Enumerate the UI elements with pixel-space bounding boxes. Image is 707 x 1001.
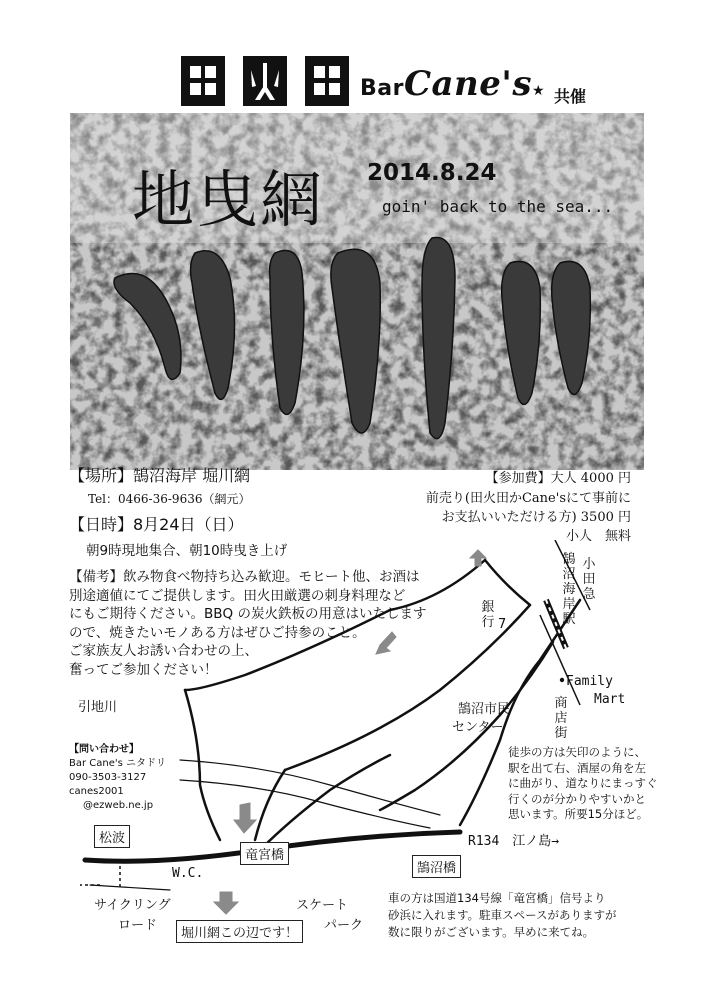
remarks-line: 【備考】飲み物食べ物持ち込み歓迎。モヒート他、お酒は <box>69 569 420 585</box>
datetime-label: 【日時】8月24日（日） <box>69 515 244 534</box>
fee-line4: 小人 無料 <box>565 529 631 544</box>
bar-prefix: Bar <box>360 76 404 101</box>
event-subtitle: goin' back to the sea... <box>382 197 614 216</box>
car-note-line: 車の方は国道134号線「竜宮橋」信号より <box>388 891 606 905</box>
walk-note-line: 駅を出て右、酒屋の角を左 <box>508 760 646 775</box>
label-civic-center-1: 鵠沼市民 <box>458 702 511 717</box>
contact-id: canes2001 <box>69 786 124 797</box>
remarks-line: 奮ってご参加ください！ <box>69 661 218 678</box>
fee-line1: 【参加費】大人 4000 円 <box>485 471 631 486</box>
car-note <box>388 890 617 941</box>
label-road: ロード <box>118 918 158 933</box>
logo-ta-right <box>305 56 349 106</box>
remarks-line: ご家族友人お誘い合わせの上、 <box>69 643 258 659</box>
tel-text: Tel：0466-36-9636（網元） <box>88 492 251 506</box>
label-civic-center-2: センター <box>452 720 504 735</box>
car-note-line: 砂浜に入れます。駐車スペースがありますが <box>388 908 617 922</box>
place-label: 【場所】鵠沼海岸 堀川網 <box>69 466 251 485</box>
label-ryuguubashi: 竜宮橋 <box>240 842 289 865</box>
bar-canes-logo <box>360 64 545 104</box>
label-shopping-street: 商店街 <box>554 696 568 741</box>
logo-ta-left <box>181 56 225 106</box>
contact-block <box>69 743 166 813</box>
label-matsunami: 松波 <box>94 825 130 848</box>
walk-note-line: 思います。所要15分ほど。 <box>508 807 649 821</box>
car-note-line: 数に限りがございます。早めに来てね。 <box>388 925 595 939</box>
label-bank: 銀行 <box>481 600 495 630</box>
label-cycling: サイクリング <box>94 898 171 913</box>
label-hikijigawa: 引地川 <box>78 700 118 715</box>
cosponsor-label: 共催 <box>554 87 587 106</box>
walk-note-line: 徒歩の方は矢印のように、 <box>508 745 646 759</box>
event-date: 2014.8.24 <box>367 160 497 186</box>
event-title: 地曳網 <box>132 163 325 236</box>
label-station: 鵠沼海岸駅 <box>562 552 576 627</box>
label-park: パーク <box>324 918 364 933</box>
contact-name: Bar Cane's ニタドリ <box>69 758 167 769</box>
label-r134: R134 江ノ島→ <box>468 834 560 849</box>
remarks-line: ので、焼きたいモノある方はぜひご持参のこと。 <box>69 624 366 641</box>
walk-note-line: に曲がり、道なりにまっすぐ <box>508 776 658 790</box>
label-skate: スケート <box>296 898 349 913</box>
remarks-line: にもご期待ください。BBQ の炭火鉄板の用意はいたします <box>69 606 427 622</box>
label-odakyu: 小田急 <box>582 557 596 602</box>
contact-domain: @ezweb.ne.jp <box>83 800 154 811</box>
star-icon: ★ <box>531 83 546 99</box>
logo-hi <box>243 56 287 106</box>
walk-note-line: 行くのが分かりやすいかと <box>508 791 646 806</box>
fee-line2: 前売り(田火田かCane'sにて事前に <box>425 491 631 506</box>
label-familymart-1: Family <box>566 674 613 689</box>
walk-note <box>508 745 658 823</box>
label-familymart-2: Mart <box>594 692 626 707</box>
label-wc: W.C. <box>172 866 204 881</box>
bar-name: Cane's <box>403 64 532 104</box>
schedule-text: 朝9時現地集合、朝10時曳き上げ <box>86 543 288 559</box>
contact-phone: 090-3503-3127 <box>69 772 147 783</box>
label-destination: 堀川網この辺です！ <box>176 920 303 943</box>
label-seven: 7 <box>498 617 507 632</box>
fee-line3: お支払いいただける方) 3500 円 <box>441 510 631 525</box>
remarks-line: 別途適値にてご提供します。田火田厳選の刺身料理など <box>69 587 406 604</box>
contact-heading: 【問い合わせ】 <box>69 744 139 755</box>
label-kugenumabashi: 鵠沼橋 <box>412 855 461 878</box>
